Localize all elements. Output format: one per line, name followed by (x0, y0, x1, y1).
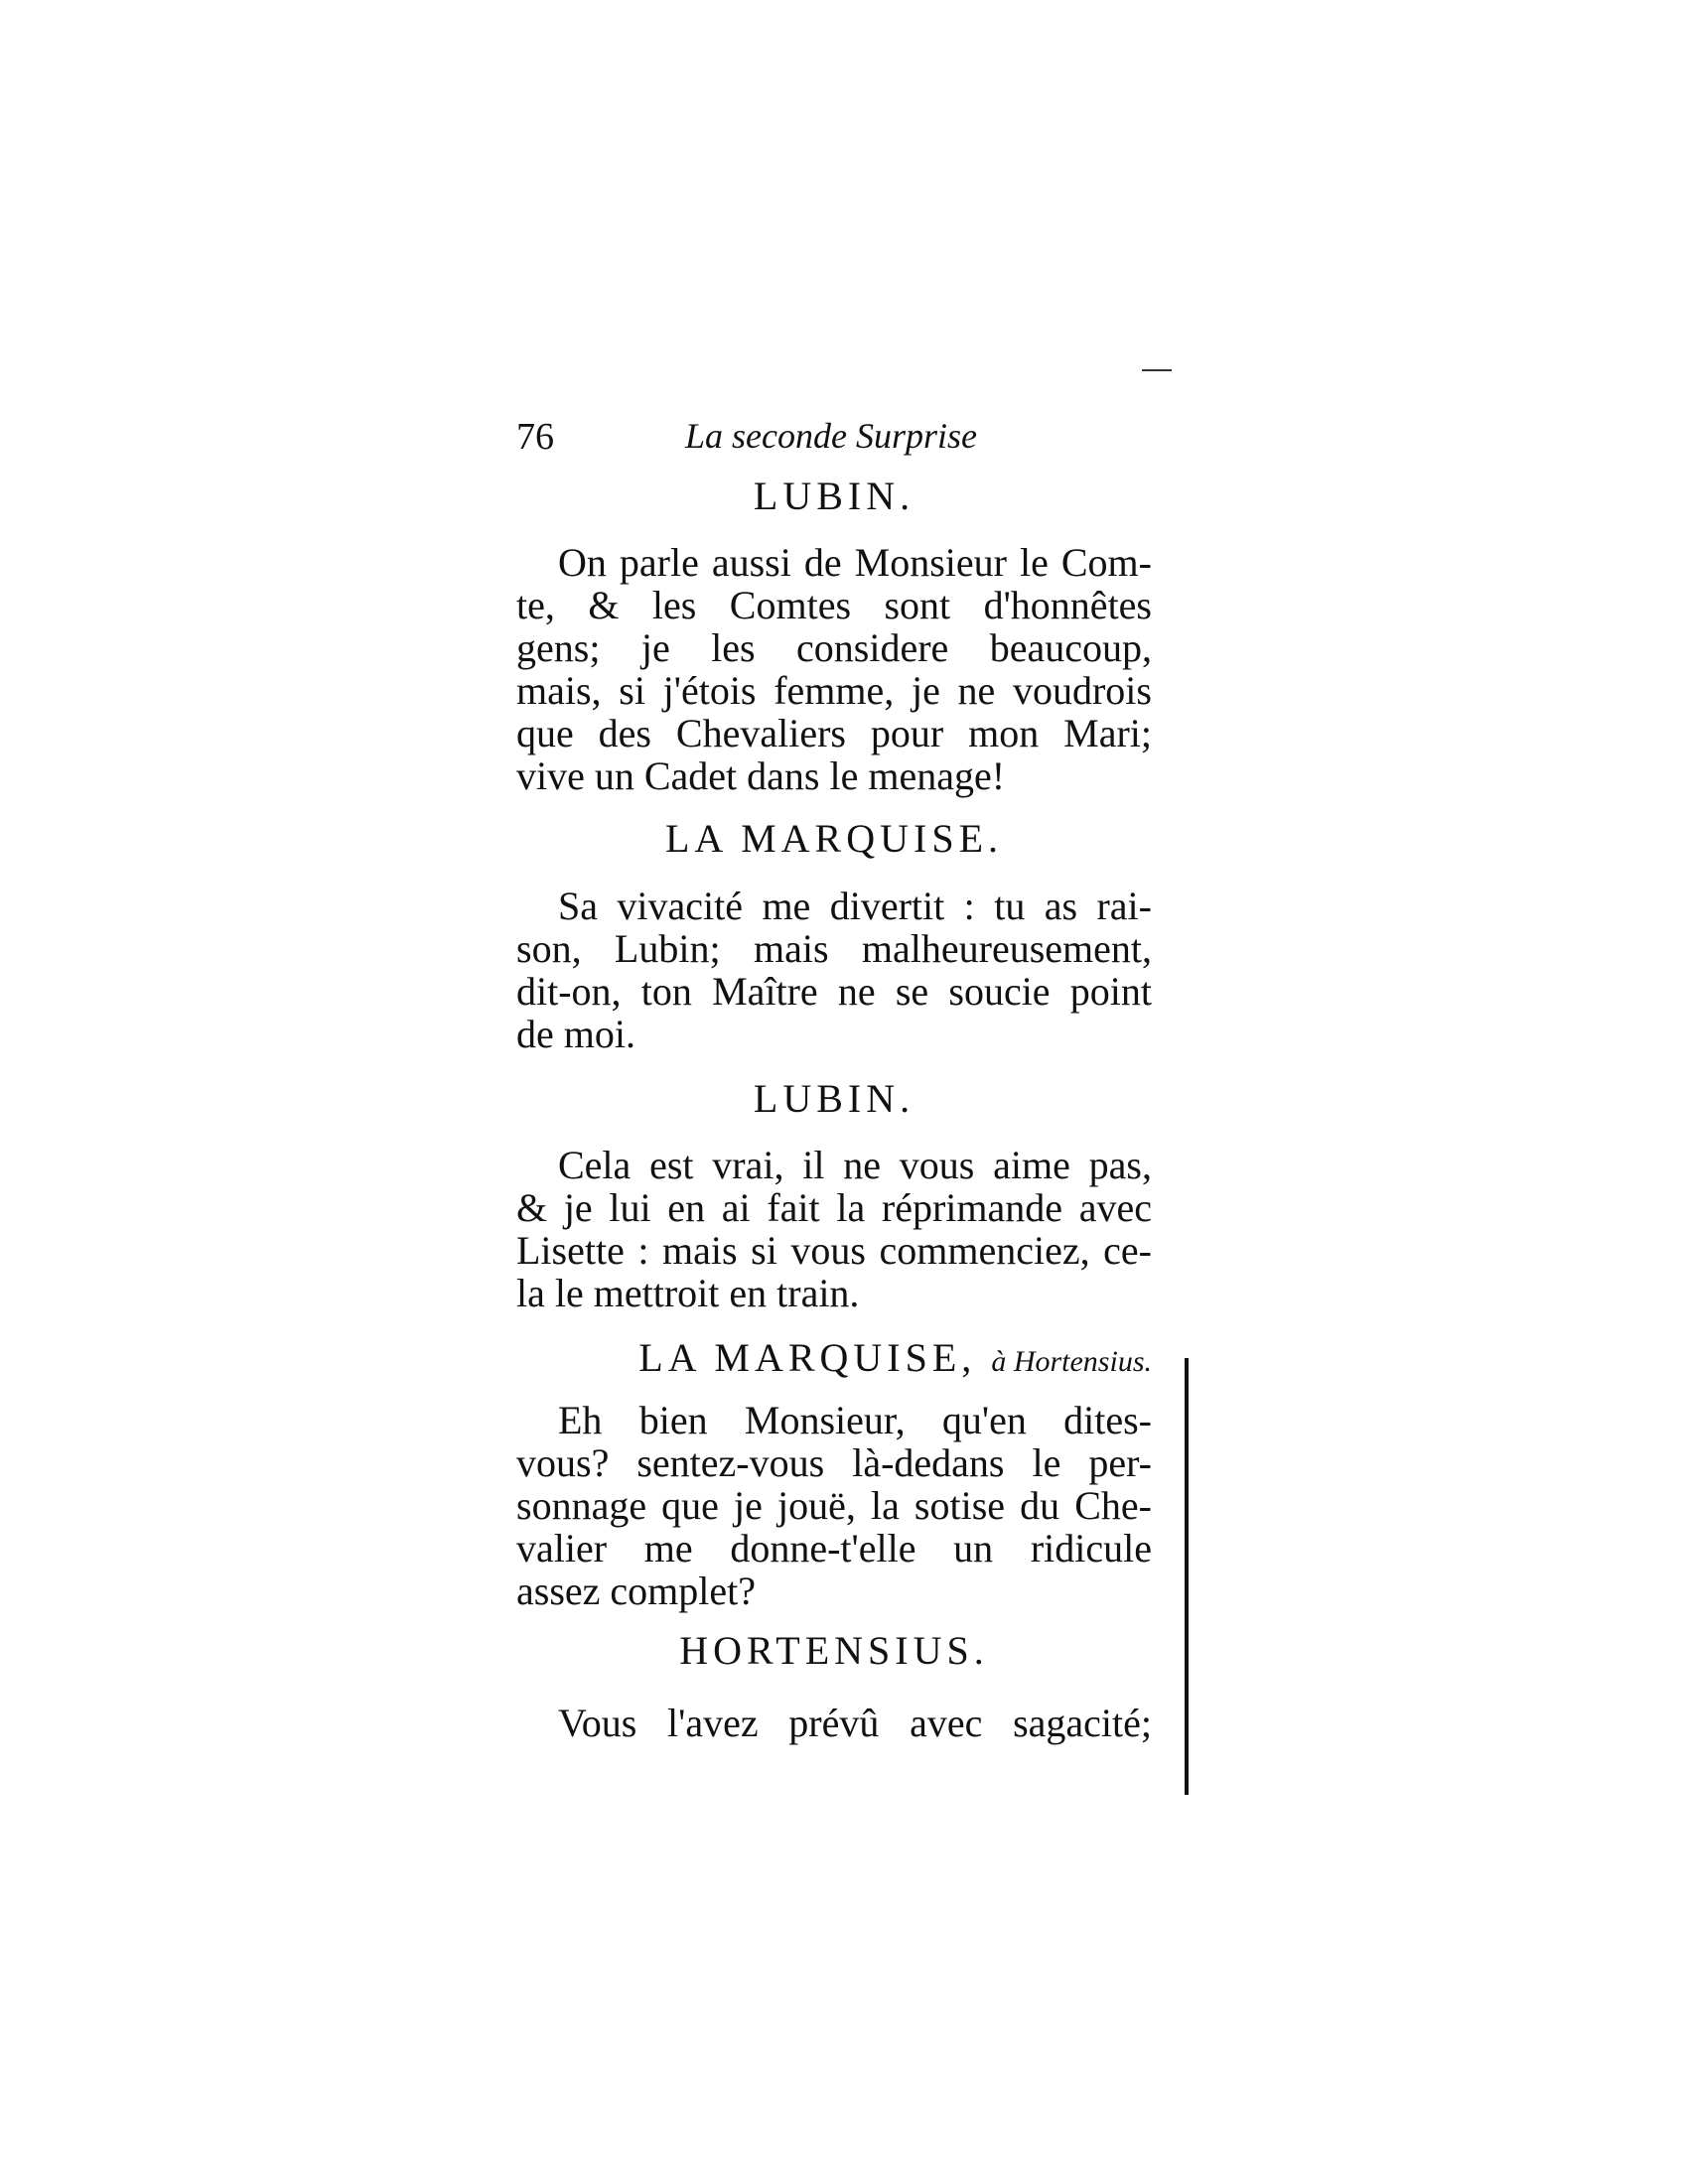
speaker-heading (516, 1336, 1152, 1384)
text-line: vive un Cadet dans le menage! (516, 753, 1006, 798)
running-title: La seconde Surprise (685, 416, 977, 456)
text-line: vous? sentez-vous là-dedans le per- (516, 1440, 1152, 1485)
text-line: Eh bien Monsieur, qu'en dites- (558, 1398, 1152, 1442)
text-line: Lisette : mais si vous commenciez, ce- (516, 1228, 1152, 1273)
text-line: de moi. (516, 1012, 635, 1056)
text-line: dit-on, ton Maître ne se soucie point (516, 969, 1152, 1014)
text-line: Sa vivacité me divertit : tu as rai- (558, 884, 1152, 928)
text-line: te, & les Comtes sont d'honnêtes (516, 583, 1152, 627)
text-line: son, Lubin; mais malheureusement, (516, 926, 1152, 971)
page-number: 76 (516, 416, 554, 458)
text-line: la le mettroit en train. (516, 1271, 860, 1315)
text-line: mais, si j'étois femme, je ne voudrois (516, 668, 1152, 713)
stage-direction: à Hortensius. (991, 1345, 1152, 1378)
text-line: sonnage que je jouë, la sotise du Che- (516, 1483, 1152, 1528)
text-line: que des Chevaliers pour mon Mari; (516, 711, 1152, 755)
text-line: On parle aussi de Monsieur le Com- (558, 540, 1152, 585)
text-line: valier me donne-t'elle un ridicule (516, 1526, 1152, 1570)
text-line: Cela est vrai, il ne vous aime pas, (558, 1143, 1152, 1187)
speaker-heading: LUBIN. (753, 474, 915, 518)
text-line: gens; je les considere beaucoup, (516, 625, 1152, 670)
text-line: & je lui en ai fait la réprimande avec (516, 1185, 1152, 1230)
speaker-name: LA MARQUISE, (638, 1335, 977, 1380)
text-line: assez complet? (516, 1569, 756, 1613)
speaker-heading: LA MARQUISE. (664, 816, 1004, 861)
speaker-heading: HORTENSIUS. (679, 1628, 989, 1673)
text-line: Vous l'avez prévû avec sagacité; (558, 1701, 1152, 1745)
page-edge-line (1185, 1358, 1189, 1795)
speaker-heading: LUBIN. (753, 1076, 915, 1121)
margin-mark (1142, 369, 1172, 371)
